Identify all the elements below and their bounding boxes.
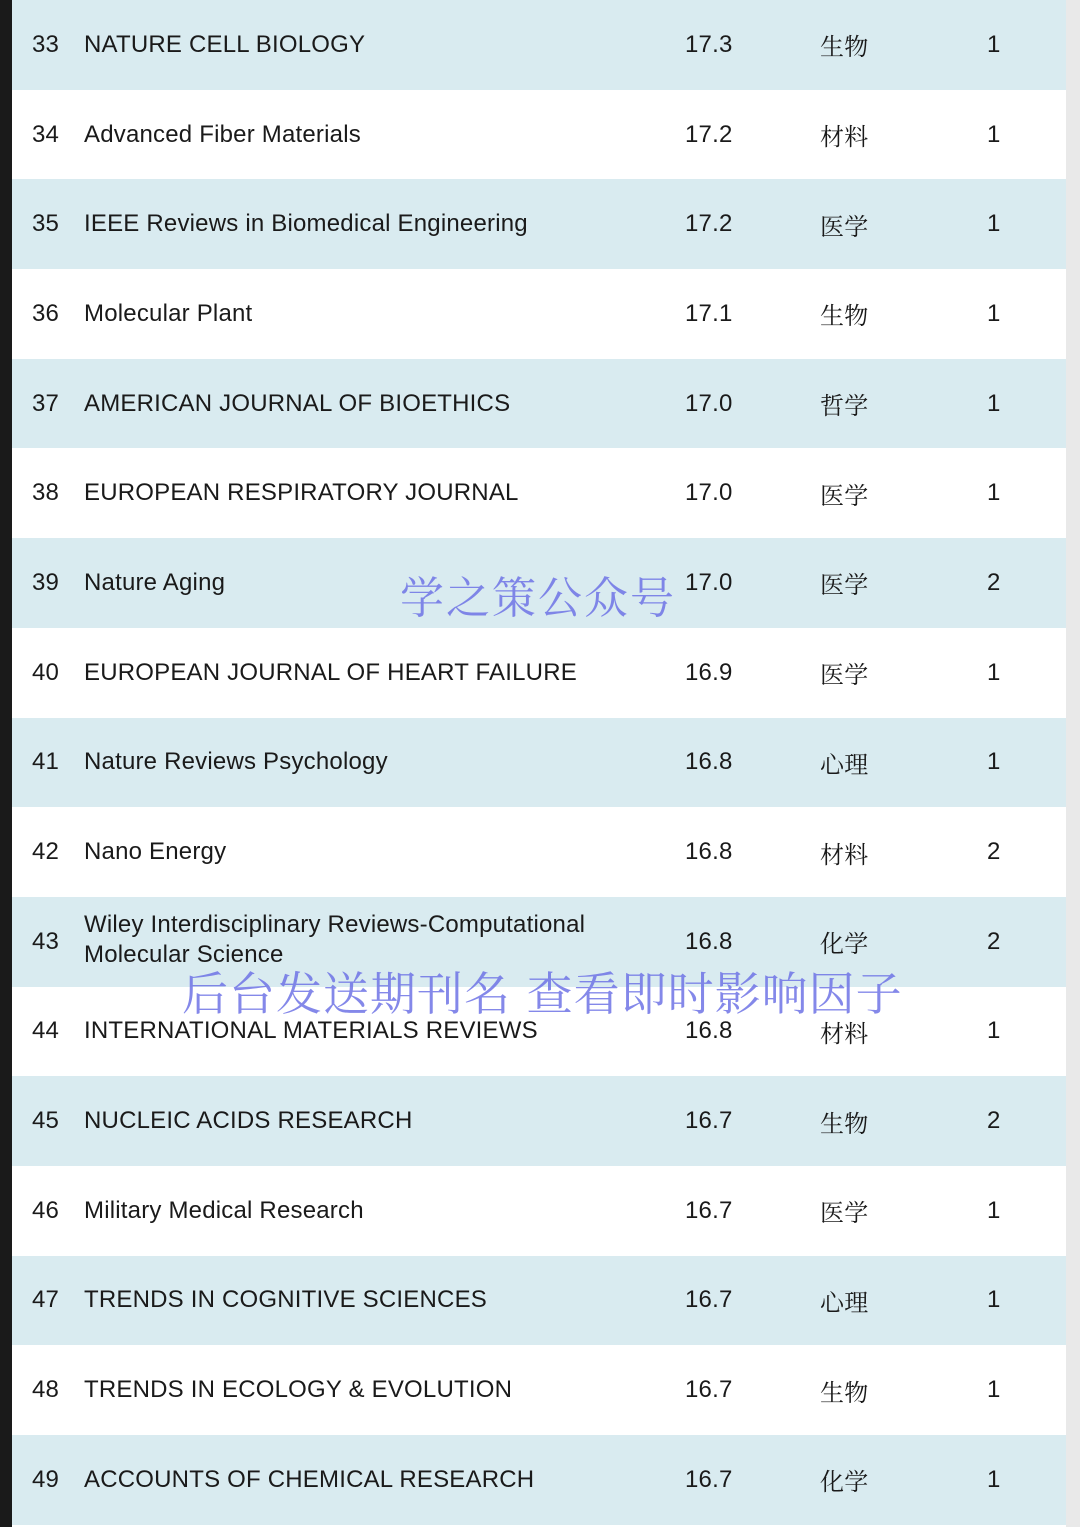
impact-factor-cell: 16.8	[685, 838, 733, 866]
watermark-account: 学之策公众号	[400, 573, 676, 624]
subject-cell: 生物	[820, 1109, 869, 1138]
subject-cell: 医学	[820, 212, 869, 241]
table-row	[12, 448, 1066, 538]
watermark-hint: 后台发送期刊名 查看即时影响因子	[182, 967, 903, 1021]
subject-cell: 生物	[820, 302, 869, 331]
table-row	[12, 1435, 1066, 1525]
subject-cell: 医学	[820, 661, 869, 690]
zone-cell: 1	[987, 30, 1001, 58]
subject-cell: 医学	[820, 571, 869, 600]
impact-factor-cell: 16.8	[685, 927, 733, 955]
rank-cell: 45	[32, 1107, 60, 1135]
journal-name-cell: Nature Aging	[84, 568, 226, 596]
impact-factor-cell: 17.2	[685, 210, 733, 238]
table-row	[12, 0, 1066, 90]
journal-name-cell: EUROPEAN JOURNAL OF HEART FAILURE	[84, 658, 577, 686]
rank-cell: 42	[32, 838, 60, 866]
rank-cell: 36	[32, 299, 60, 327]
rank-cell: 43	[32, 927, 60, 955]
impact-factor-cell: 16.7	[685, 1107, 733, 1135]
zone-cell: 2	[987, 568, 1001, 596]
zone-cell: 1	[987, 1017, 1001, 1045]
journal-name-cell: Military Medical Research	[84, 1196, 364, 1224]
zone-cell: 1	[987, 389, 1001, 417]
impact-factor-cell: 16.8	[685, 1017, 733, 1045]
journal-name-cell: TRENDS IN COGNITIVE SCIENCES	[84, 1286, 487, 1314]
subject-cell: 生物	[820, 1378, 869, 1407]
subject-cell: 心理	[820, 750, 869, 779]
zone-cell: 2	[987, 927, 1001, 955]
rank-cell: 46	[32, 1196, 60, 1224]
zone-cell: 1	[987, 299, 1001, 327]
journal-name-cell: EUROPEAN RESPIRATORY JOURNAL	[84, 479, 519, 507]
journal-name-cell: ACCOUNTS OF CHEMICAL RESEARCH	[84, 1465, 535, 1493]
table-row	[12, 628, 1066, 718]
zone-cell: 1	[987, 479, 1001, 507]
journal-name-cell: Advanced Fiber Materials	[84, 120, 361, 148]
subject-cell: 哲学	[820, 392, 869, 421]
impact-factor-cell: 16.7	[685, 1465, 733, 1493]
impact-factor-cell: 17.2	[685, 120, 733, 148]
zone-cell: 1	[987, 1376, 1001, 1404]
rank-cell: 38	[32, 479, 60, 507]
right-border	[1066, 0, 1080, 1527]
zone-cell: 1	[987, 658, 1001, 686]
table-row	[12, 359, 1066, 449]
journal-name-cell: INTERNATIONAL MATERIALS REVIEWS	[84, 1017, 538, 1045]
journal-name-cell: Nature Reviews Psychology	[84, 748, 388, 776]
rank-cell: 40	[32, 658, 60, 686]
zone-cell: 1	[987, 1196, 1001, 1224]
impact-factor-cell: 17.0	[685, 389, 733, 417]
left-border	[0, 0, 12, 1527]
table-row	[12, 1166, 1066, 1256]
subject-cell: 生物	[820, 33, 869, 62]
rank-cell: 44	[32, 1017, 60, 1045]
table-row	[12, 718, 1066, 808]
subject-cell: 材料	[820, 1019, 869, 1048]
journal-name-cell: IEEE Reviews in Biomedical Engineering	[84, 210, 528, 238]
zone-cell: 1	[987, 748, 1001, 776]
journal-name-cell: NUCLEIC ACIDS RESEARCH	[84, 1107, 413, 1135]
impact-factor-cell: 16.9	[685, 658, 733, 686]
impact-factor-cell: 16.7	[685, 1286, 733, 1314]
table-row	[12, 897, 1066, 987]
subject-cell: 心理	[820, 1288, 869, 1317]
table-row	[12, 538, 1066, 628]
table-row	[12, 1345, 1066, 1435]
journal-name-cell: Nano Energy	[84, 838, 227, 866]
table-row	[12, 90, 1066, 180]
impact-factor-cell: 16.7	[685, 1196, 733, 1224]
impact-factor-cell: 16.8	[685, 748, 733, 776]
rank-cell: 35	[32, 210, 60, 238]
table-row	[12, 987, 1066, 1077]
rank-cell: 33	[32, 30, 60, 58]
rank-cell: 49	[32, 1465, 60, 1493]
subject-cell: 化学	[820, 1468, 869, 1497]
subject-cell: 材料	[820, 123, 869, 152]
table-row	[12, 1256, 1066, 1346]
subject-cell: 化学	[820, 930, 869, 959]
table-row	[12, 269, 1066, 359]
journal-name-cell: NATURE CELL BIOLOGY	[84, 30, 366, 58]
rank-cell: 34	[32, 120, 60, 148]
rank-cell: 37	[32, 389, 60, 417]
zone-cell: 1	[987, 1286, 1001, 1314]
journal-name-cell: Wiley Interdisciplinary Reviews-Computational Molecular Science	[84, 910, 586, 968]
zone-cell: 1	[987, 1465, 1001, 1493]
rank-cell: 48	[32, 1376, 60, 1404]
impact-factor-cell: 17.3	[685, 30, 733, 58]
table-row	[12, 807, 1066, 897]
zone-cell: 2	[987, 1107, 1001, 1135]
journal-name-cell: AMERICAN JOURNAL OF BIOETHICS	[84, 389, 511, 417]
rank-cell: 47	[32, 1286, 60, 1314]
subject-cell: 医学	[820, 481, 869, 510]
table-row	[12, 179, 1066, 269]
journal-ranking-table	[12, 0, 1066, 1525]
subject-cell: 医学	[820, 1199, 869, 1228]
rank-cell: 41	[32, 748, 60, 776]
journal-name-cell: TRENDS IN ECOLOGY & EVOLUTION	[84, 1376, 513, 1404]
impact-factor-cell: 17.0	[685, 568, 733, 596]
journal-name-cell: Molecular Plant	[84, 299, 253, 327]
subject-cell: 材料	[820, 840, 869, 869]
table-row	[12, 1076, 1066, 1166]
rank-cell: 39	[32, 568, 60, 596]
impact-factor-cell: 16.7	[685, 1376, 733, 1404]
zone-cell: 1	[987, 120, 1001, 148]
impact-factor-cell: 17.0	[685, 479, 733, 507]
impact-factor-cell: 17.1	[685, 299, 733, 327]
zone-cell: 1	[987, 210, 1001, 238]
zone-cell: 2	[987, 838, 1001, 866]
